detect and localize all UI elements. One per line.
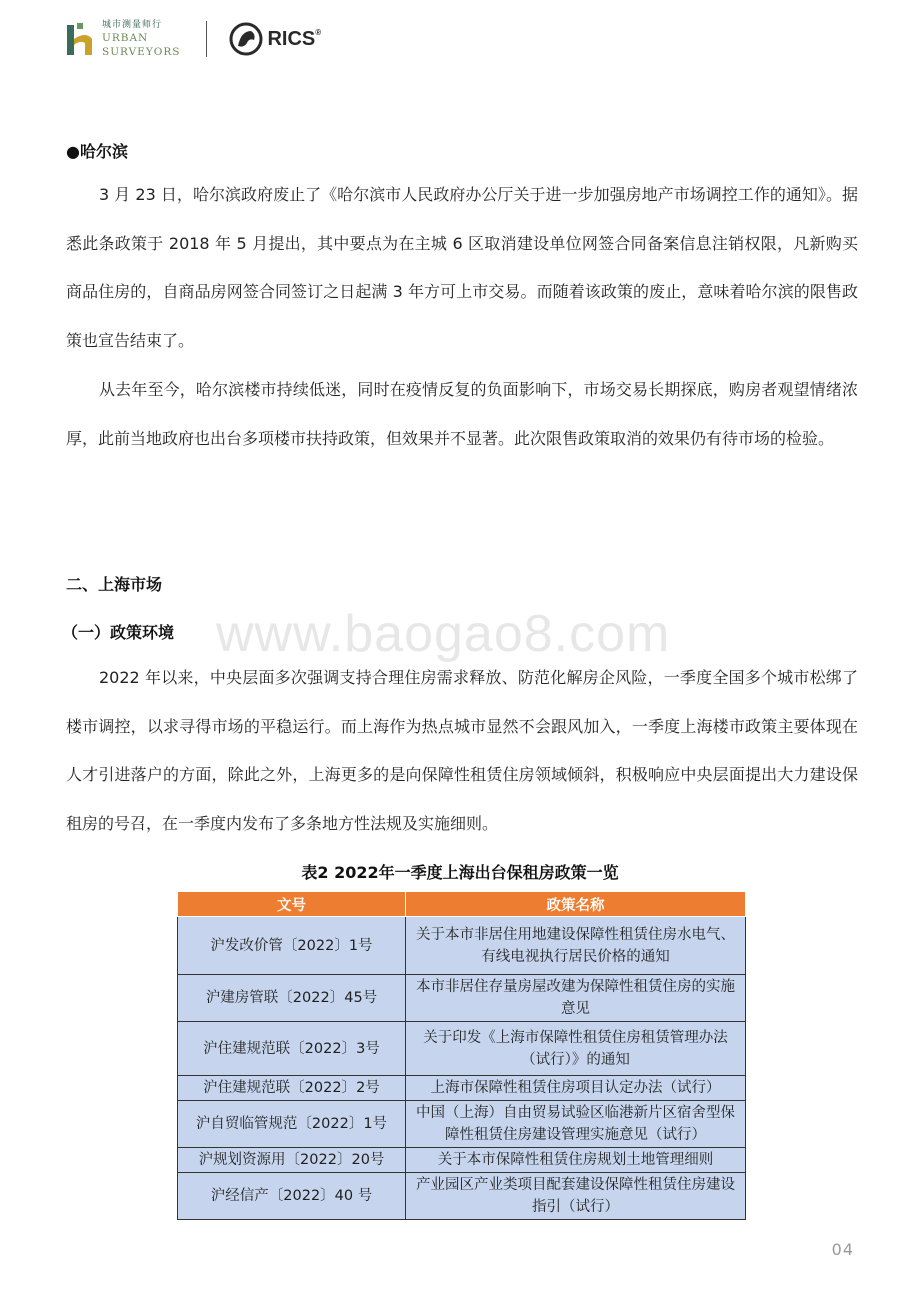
cell-policy-name: 上海市保障性租赁住房项目认定办法（试行） bbox=[406, 1076, 746, 1101]
logo-en-1: URBAN bbox=[102, 32, 149, 44]
cell-policy-name: 产业园区产业类项目配套建设保障性租赁住房建设指引（试行） bbox=[406, 1173, 746, 1220]
table-header-row bbox=[178, 892, 746, 917]
cell-doc-no: 沪建房管联〔2022〕45号 bbox=[178, 975, 406, 1022]
rics-logo bbox=[229, 22, 321, 56]
policy-table bbox=[177, 891, 746, 1220]
table-header-policy-name: 政策名称 bbox=[406, 892, 746, 917]
table-row bbox=[178, 1148, 746, 1173]
cell-doc-no: 沪住建规范联〔2022〕2号 bbox=[178, 1076, 406, 1101]
section-heading-harbin: ●哈尔滨 bbox=[66, 142, 128, 161]
paragraph-harbin-2: 从去年至今，哈尔滨楼市持续低迷，同时在疫情反复的负面影响下，市场交易长期探底，购房者观望情绪浓厚，此前当地政府也出台多项楼市扶持政策，但效果并不显著。此次限售政策取消的效果仍有待市场的检验。 bbox=[66, 380, 858, 448]
paragraph-shanghai-1: 2022 年以来，中央层面多次强调支持合理住房需求释放、防范化解房企风险，一季度全国多个城市松绑了楼市调控，以求寻得市场的平稳运行。而上海作为热点城市显然不会跟风加入，一季度上海楼市政策主要体现在人才引进落户的方面，除此之外，上海更多的是向保障性租赁住房领域倾斜，积极响应中央层面提出大力建设保租房的号召，在一季度内发布了多条地方性法规及实施细则。 bbox=[66, 668, 858, 834]
urban-surveyors-logo-icon bbox=[66, 21, 96, 57]
table-row bbox=[178, 1101, 746, 1148]
cell-policy-name: 中国（上海）自由贸易试验区临港新片区宿舍型保障性租赁住房建设管理实施意见（试行） bbox=[406, 1101, 746, 1148]
cell-policy-name: 本市非居住存量房屋改建为保障性租赁住房的实施意见 bbox=[406, 975, 746, 1022]
cell-doc-no: 沪经信产〔2022〕40 号 bbox=[178, 1173, 406, 1220]
cell-policy-name: 关于印发《上海市保障性租赁住房租赁管理办法（试行）》的通知 bbox=[406, 1022, 746, 1076]
cell-doc-no: 沪规划资源用〔2022〕20号 bbox=[178, 1148, 406, 1173]
cell-doc-no: 沪住建规范联〔2022〕3号 bbox=[178, 1022, 406, 1076]
cell-policy-name: 关于本市保障性租赁住房规划土地管理细则 bbox=[406, 1148, 746, 1173]
cell-doc-no: 沪自贸临管规范〔2022〕1号 bbox=[178, 1101, 406, 1148]
table-row bbox=[178, 1076, 746, 1101]
cell-policy-name: 关于本市非居住用地建设保障性租赁住房水电气、有线电视执行居民价格的通知 bbox=[406, 917, 746, 975]
section-heading-shanghai: 二、上海市场 bbox=[66, 575, 163, 594]
page-number: 04 bbox=[831, 1240, 854, 1259]
rics-lion-icon bbox=[229, 22, 263, 56]
table-row bbox=[178, 1173, 746, 1220]
rics-text: RICS® bbox=[267, 27, 322, 50]
watermark: www.baogao8.com bbox=[216, 605, 671, 663]
logo-en-2: SURVEYORS bbox=[102, 45, 181, 58]
paragraph-harbin-1: 3 月 23 日，哈尔滨政府废止了《哈尔滨市人民政府办公厅关于进一步加强房地产市场调控工作的通知》。据悉此条政策于 2018 年 5 月提出，其中要点为在主城 6 区取消建设单位网签合同备案信息注销权限，凡新购买商品住房的，自商品房网签合同签订之日起满 3 年方可上市交易。而随着该政策的废止，意味着哈尔滨的限售政策也宣告结束了。 bbox=[66, 185, 858, 351]
table-row bbox=[178, 1022, 746, 1076]
page-header bbox=[66, 18, 321, 60]
logo-text bbox=[102, 21, 180, 57]
table-row bbox=[178, 975, 746, 1022]
subheading-policy: （一）政策环境 bbox=[62, 623, 175, 642]
table-header-doc-no: 文号 bbox=[178, 892, 406, 917]
table-row bbox=[178, 917, 746, 975]
header-divider bbox=[206, 21, 207, 57]
table-title: 表2 2022年一季度上海出台保租房政策一览 bbox=[301, 863, 619, 882]
cell-doc-no: 沪发改价管〔2022〕1号 bbox=[178, 917, 406, 975]
logo-cn: 城市测量师行 bbox=[102, 20, 163, 30]
